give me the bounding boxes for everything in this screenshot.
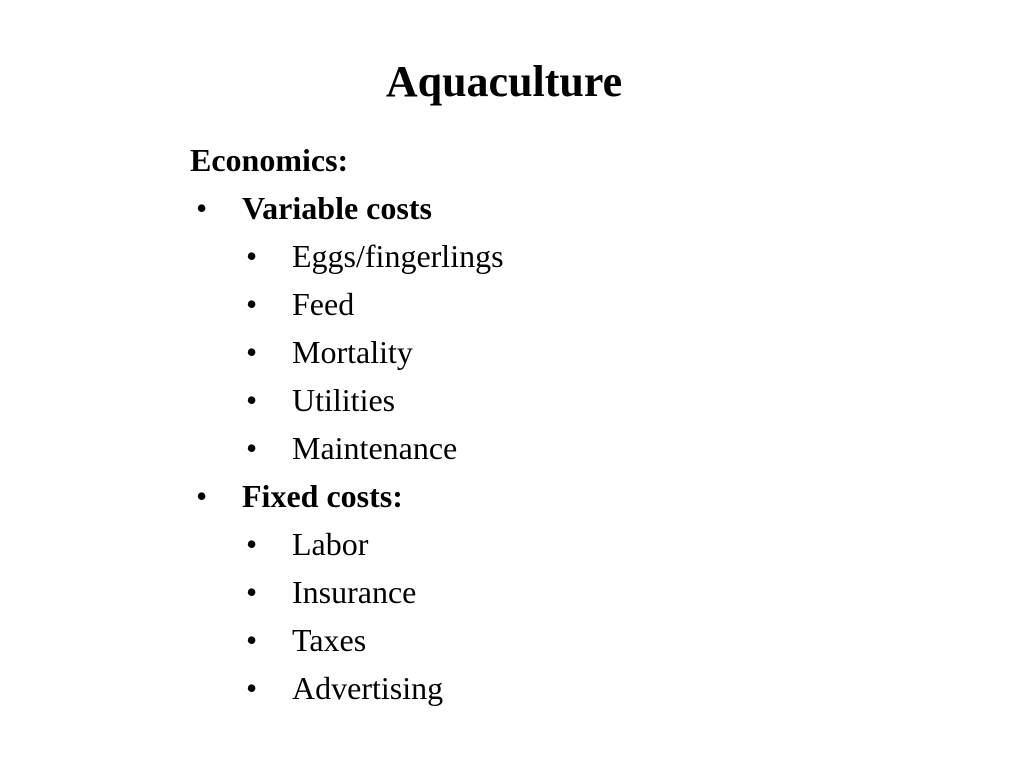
slide-title: Aquaculture: [385, 57, 623, 106]
bullet-glyph: •: [246, 238, 258, 274]
bullet-glyph: •: [246, 670, 258, 706]
bullet-glyph: •: [246, 334, 258, 370]
sub-bullet-item: [190, 280, 950, 328]
sub-bullet-item: [190, 664, 950, 712]
sub-bullet-item: [190, 424, 950, 472]
sub-bullet-item: [190, 376, 950, 424]
sub-bullet-label: Eggs/fingerlings: [292, 238, 504, 274]
sub-bullet-label: Utilities: [292, 382, 396, 418]
sub-bullet-item: [190, 568, 950, 616]
sub-bullet-item: [190, 328, 950, 376]
sub-bullet-label: Mortality: [292, 334, 413, 370]
sub-bullet-label: Feed: [292, 286, 355, 322]
sub-bullet-label: Advertising: [292, 670, 444, 706]
bullet-variable-costs: [190, 184, 950, 232]
sub-bullet-item: [190, 616, 950, 664]
bullet-glyph: •: [246, 286, 258, 322]
sub-bullet-label: Insurance: [292, 574, 417, 610]
sub-bullet-label: Taxes: [292, 622, 367, 658]
section-heading: Economics:: [190, 142, 349, 178]
bullet-glyph: •: [246, 430, 258, 466]
sub-bullet-item: [190, 232, 950, 280]
bullet-fixed-costs: [190, 472, 950, 520]
bullet-glyph: •: [196, 190, 208, 226]
bullet-glyph: •: [246, 526, 258, 562]
bullet-glyph: •: [196, 478, 208, 514]
bullet-glyph: •: [246, 382, 258, 418]
sub-bullet-label: Maintenance: [292, 430, 458, 466]
sub-bullet-label: Labor: [292, 526, 369, 562]
sub-bullet-item: [190, 520, 950, 568]
bullet-label: Variable costs: [242, 190, 432, 226]
bullet-glyph: •: [246, 574, 258, 610]
bullet-label: Fixed costs:: [242, 478, 403, 514]
bullet-glyph: •: [246, 622, 258, 658]
slide-content: [190, 136, 950, 712]
